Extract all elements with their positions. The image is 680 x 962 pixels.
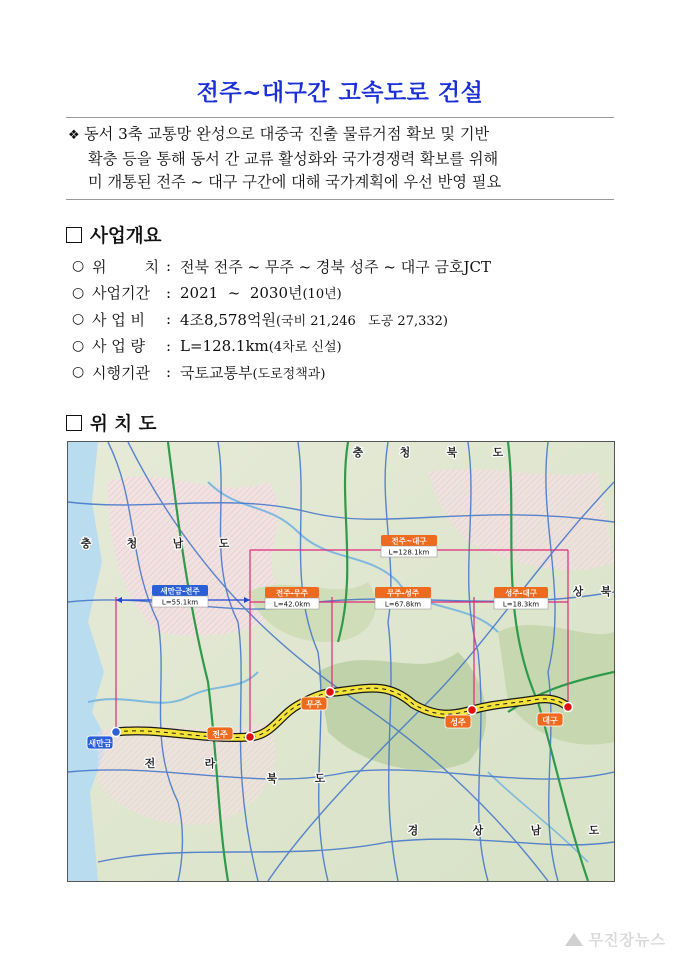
segment-length: L=55.1km — [161, 598, 199, 607]
segment-label-total — [381, 535, 437, 557]
segment-length: L=128.1km — [388, 548, 430, 557]
region-label: 북 — [446, 446, 458, 459]
overview-heading: 사업개요 — [66, 222, 161, 248]
segment-length: L=18.3km — [502, 600, 540, 609]
summary-line-2: 확충 등을 통해 동서 간 교류 활성화와 국가경쟁력 확보를 위해 — [88, 149, 499, 168]
region-label: 라 — [204, 757, 216, 770]
region-label: 상 — [472, 824, 484, 837]
region-label: 충 — [80, 537, 92, 550]
overview-item-budget: ○ 사 업 비 : 4조8,578억원 (국비 21,246 도공 27,332) — [72, 310, 448, 329]
region-label: 남 — [530, 824, 542, 837]
region-label: 도 — [218, 537, 230, 550]
segment-label-s1 — [152, 585, 208, 607]
segment-length: L=42.0km — [273, 600, 311, 609]
segment-label-s2 — [265, 587, 319, 609]
overview-item-period: ○ 사업기간 : 2021 ~ 2030년 (10년) — [72, 283, 342, 303]
segment-name: 성주-대구 — [504, 588, 538, 598]
place-name: 성주 — [450, 718, 466, 727]
summary-line-3: 미 개통된 전주 ~ 대구 구간에 대해 국가계획에 우선 반영 필요 — [88, 173, 502, 191]
place-name: 전주 — [212, 730, 228, 739]
overview-list — [72, 253, 491, 386]
place-dot-icon — [246, 733, 255, 742]
circle-bullet-icon: ○ — [72, 337, 85, 354]
region-label: 전 — [144, 757, 156, 770]
region-label: 청 — [399, 446, 411, 459]
circle-bullet-icon: ○ — [72, 284, 85, 301]
segment-name: 무주-성주 — [386, 588, 420, 598]
region-label: 남 — [172, 537, 184, 550]
summary-line-1: ❖ 동서 3축 교통망 완성으로 대중국 진출 물류거점 확보 및 기반 — [68, 123, 614, 148]
watermark: 무진장뉴스 — [565, 929, 666, 950]
overview-item-agency: ○ 시행기관 : 국토교통부 (도로정책과) — [72, 363, 326, 382]
region-label: 경 — [407, 824, 419, 837]
region-label: 북 — [600, 585, 612, 598]
checkbox-square-icon — [66, 415, 82, 431]
overview-item-location: ○ 위 치 : 전북 전주 ~ 무주 ~ 경북 성주 ~ 대구 금호JCT — [72, 257, 491, 276]
mountain-logo-icon — [565, 933, 583, 946]
circle-bullet-icon: ○ — [72, 311, 85, 328]
place-dot-icon — [326, 688, 335, 697]
region-label: 북 — [266, 772, 278, 785]
segment-length: L=67.8km — [384, 600, 422, 609]
circle-bullet-icon: ○ — [72, 364, 85, 381]
place-dot-icon — [112, 728, 121, 737]
region-label: 충 — [352, 446, 364, 459]
place-name: 무주 — [306, 700, 322, 709]
place-name: 대구 — [542, 716, 558, 725]
region-label: 청 — [126, 537, 138, 550]
segment-name: 전주-무주 — [275, 588, 309, 598]
place-dot-icon — [564, 703, 573, 712]
circle-bullet-icon: ○ — [72, 258, 85, 275]
place-name: 새만금 — [88, 739, 112, 748]
diamond-bullet-icon: ❖ — [68, 128, 80, 143]
segment-name: 전주~대구 — [391, 536, 427, 546]
region-label: 상 — [572, 585, 584, 598]
overview-item-quantity: ○ 사 업 량 : L=128.1km (4차로 신설) — [72, 336, 342, 356]
map-canvas — [68, 442, 614, 881]
location-map — [67, 441, 615, 882]
region-label: 도 — [314, 772, 326, 785]
place-dot-icon — [468, 706, 477, 715]
region-label: 도 — [492, 446, 504, 459]
segment-name: 새만금-전주 — [160, 586, 200, 596]
region-label: 도 — [588, 824, 600, 837]
segment-label-s4 — [494, 587, 548, 609]
segment-label-s3 — [375, 587, 431, 609]
checkbox-square-icon — [66, 227, 82, 243]
location-map-heading: 위 치 도 — [66, 410, 157, 436]
document-title: 전주~대구간 고속도로 건설 — [196, 80, 484, 106]
summary-box — [66, 117, 614, 200]
